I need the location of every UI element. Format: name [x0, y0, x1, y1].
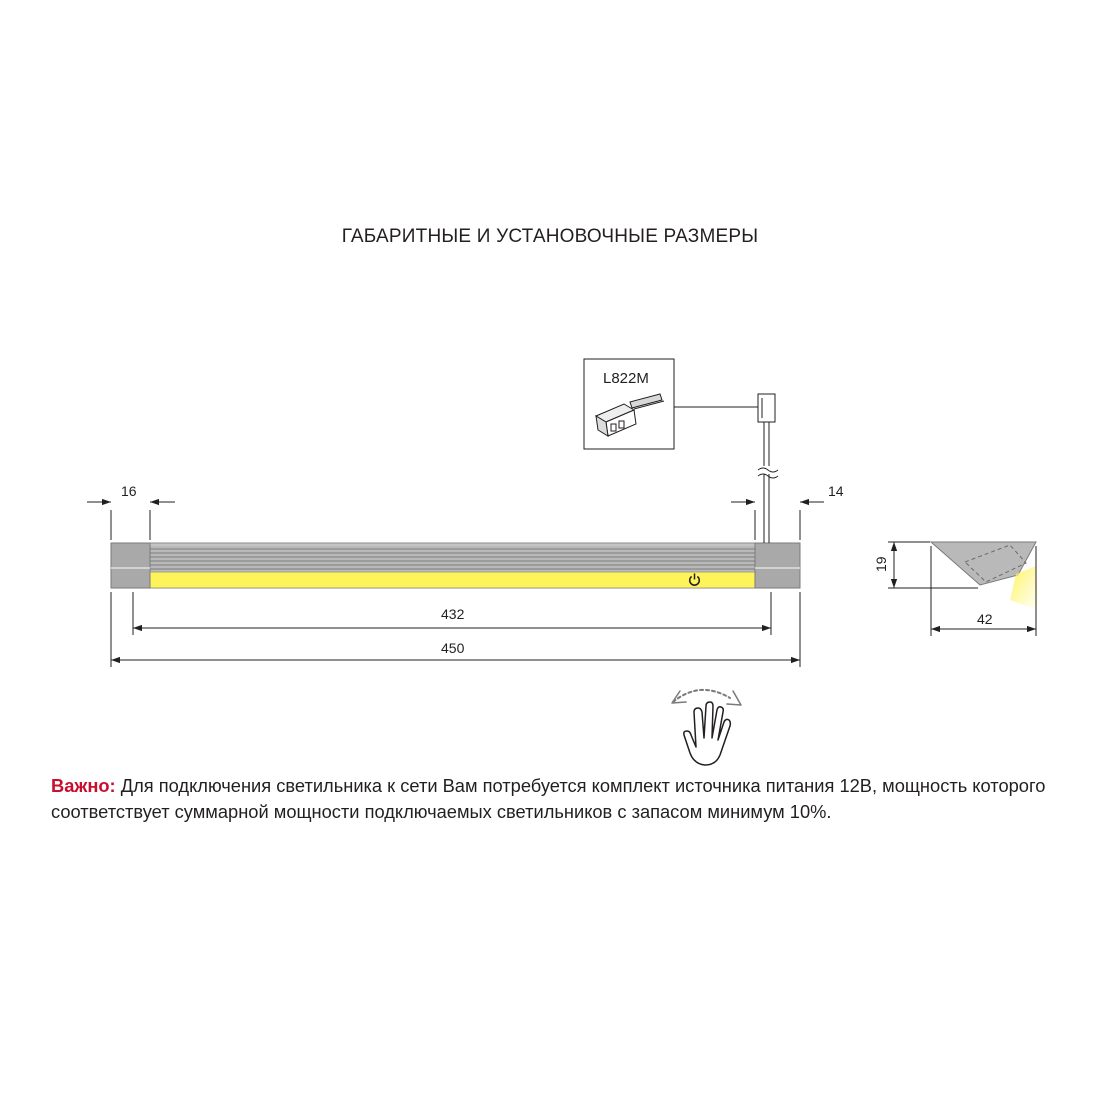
cable-plug [758, 394, 775, 422]
dimension-label-42: 42 [977, 611, 993, 627]
connector-detail-box [584, 359, 674, 449]
end-cap-left [111, 543, 150, 588]
dimension-label-450: 450 [441, 640, 465, 656]
hand-wave-sensor-icon [672, 690, 741, 765]
page-title: ГАБАРИТНЫЕ И УСТАНОВОЧНЫЕ РАЗМЕРЫ [341, 226, 759, 247]
dimension-label-16: 16 [121, 483, 137, 499]
profile-cross-section [931, 542, 1038, 610]
dimension-label-432: 432 [441, 606, 465, 622]
led-strip [150, 572, 755, 588]
end-cap-right [755, 543, 800, 588]
important-text: Для подключения светильника к сети Вам потребуется комплект источника питания 12В, мощность которого соответствует суммарной мощности подключаемых светильников с запасом минимум 10%. [51, 775, 1046, 822]
dimension-end-cap-right [731, 502, 824, 540]
dimension-label-19: 19 [873, 556, 889, 572]
power-cable [674, 394, 778, 543]
connector-label: L822M [603, 370, 649, 387]
important-label: Важно: [51, 775, 116, 796]
light-bar [111, 543, 800, 588]
dimension-label-14: 14 [828, 483, 844, 499]
dimension-end-cap-left [87, 502, 175, 540]
important-note [51, 773, 1061, 825]
